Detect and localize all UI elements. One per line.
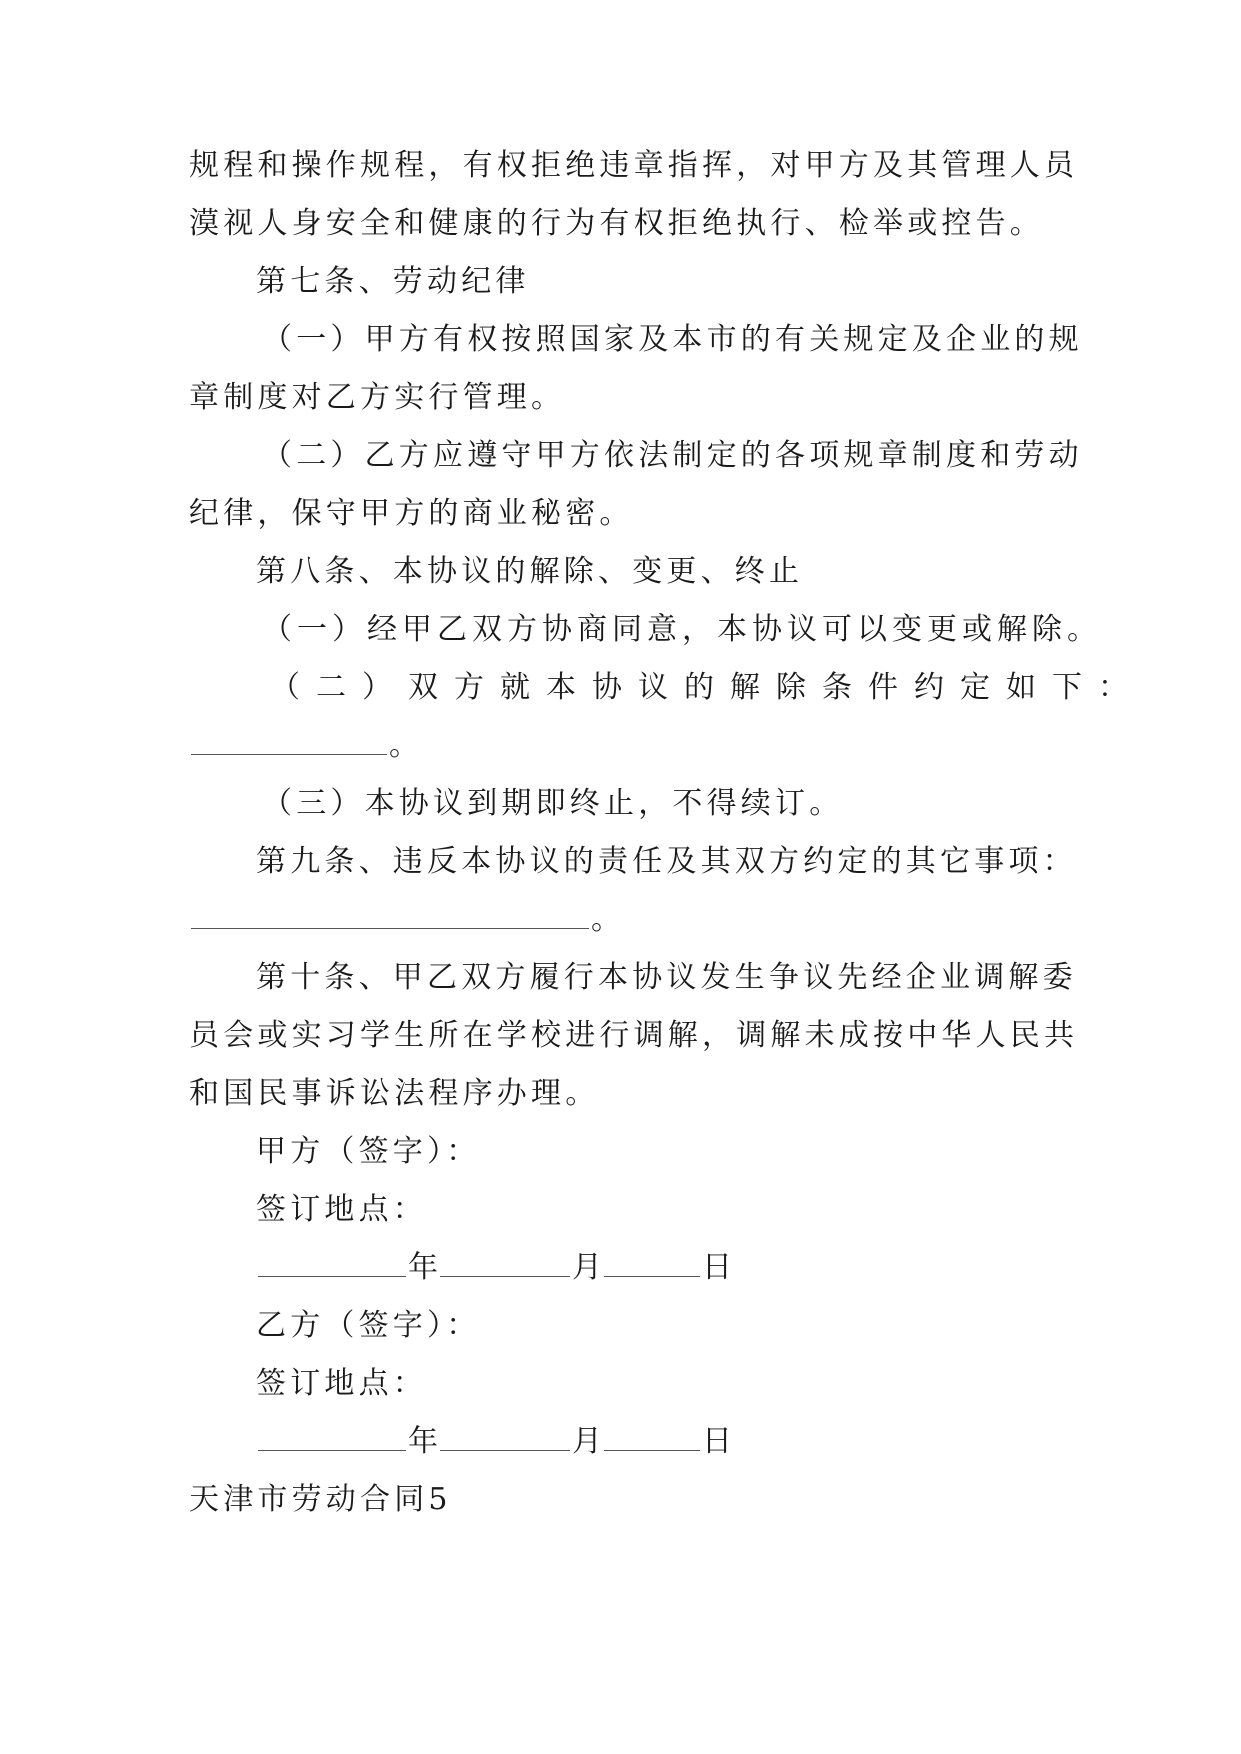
month-label: 月: [572, 1250, 602, 1285]
blank-fill-line: [189, 728, 1059, 764]
year-label: 年: [408, 1424, 438, 1459]
paragraph-line: 员会或实习学生所在学校进行调解，调解未成按中华人民共: [189, 1018, 1079, 1053]
day-blank[interactable]: [604, 1424, 700, 1451]
paragraph-line: 纪律，保守甲方的商业秘密。: [189, 496, 634, 531]
signature-label-party-b: 乙方（签字）：: [256, 1308, 481, 1343]
section-heading: 第八条、本协议的解除、变更、终止: [256, 554, 804, 589]
paragraph-line: （一）经甲乙双方协商同意，本协议可以变更或解除。: [262, 612, 1102, 647]
paragraph-line: 规程和操作规程，有权拒绝违章指挥，对甲方及其管理人员: [189, 148, 1079, 183]
paragraph-line: 章制度对乙方实行管理。: [189, 380, 566, 415]
signature-label-party-a: 甲方（签字）：: [256, 1134, 481, 1169]
section-heading: 第九条、违反本协议的责任及其双方约定的其它事项：: [256, 844, 1077, 879]
month-blank[interactable]: [440, 1424, 570, 1451]
signing-place-label: 签订地点：: [256, 1192, 427, 1227]
month-label: 月: [572, 1424, 602, 1459]
paragraph-line: （二）乙方应遵守甲方依法制定的各项规章制度和劳动: [262, 438, 1083, 473]
paragraph-line: 和国民事诉讼法程序办理。: [189, 1076, 600, 1111]
section-heading: 第十条、甲乙双方履行本协议发生争议先经企业调解委: [256, 960, 1077, 995]
month-blank[interactable]: [440, 1250, 570, 1277]
paragraph-line: 漠视人身安全和健康的行为有权拒绝执行、检举或控告。: [189, 206, 1044, 241]
day-blank[interactable]: [604, 1250, 700, 1277]
paragraph-line: （三）本协议到期即终止，不得续订。: [262, 786, 844, 821]
paragraph-line: （一）甲方有权按照国家及本市的有关规定及企业的规: [262, 322, 1083, 357]
fill-blank[interactable]: [191, 728, 387, 755]
year-blank[interactable]: [258, 1424, 406, 1451]
line-end-punct: 。: [389, 728, 424, 763]
fill-blank[interactable]: [191, 902, 589, 929]
year-blank[interactable]: [258, 1250, 406, 1277]
signing-place-label: 签订地点：: [256, 1366, 427, 1401]
paragraph-line: （二）双方就本协议的解除条件约定如下：: [270, 670, 1144, 705]
document-title: 天津市劳动合同5: [189, 1482, 452, 1517]
date-line: [256, 1250, 1059, 1286]
date-line: [256, 1424, 1059, 1460]
blank-fill-line: [189, 902, 1059, 938]
line-end-punct: 。: [591, 902, 626, 937]
year-label: 年: [408, 1250, 438, 1285]
day-label: 日: [702, 1424, 732, 1459]
day-label: 日: [702, 1250, 732, 1285]
section-heading: 第七条、劳动纪律: [256, 264, 530, 299]
